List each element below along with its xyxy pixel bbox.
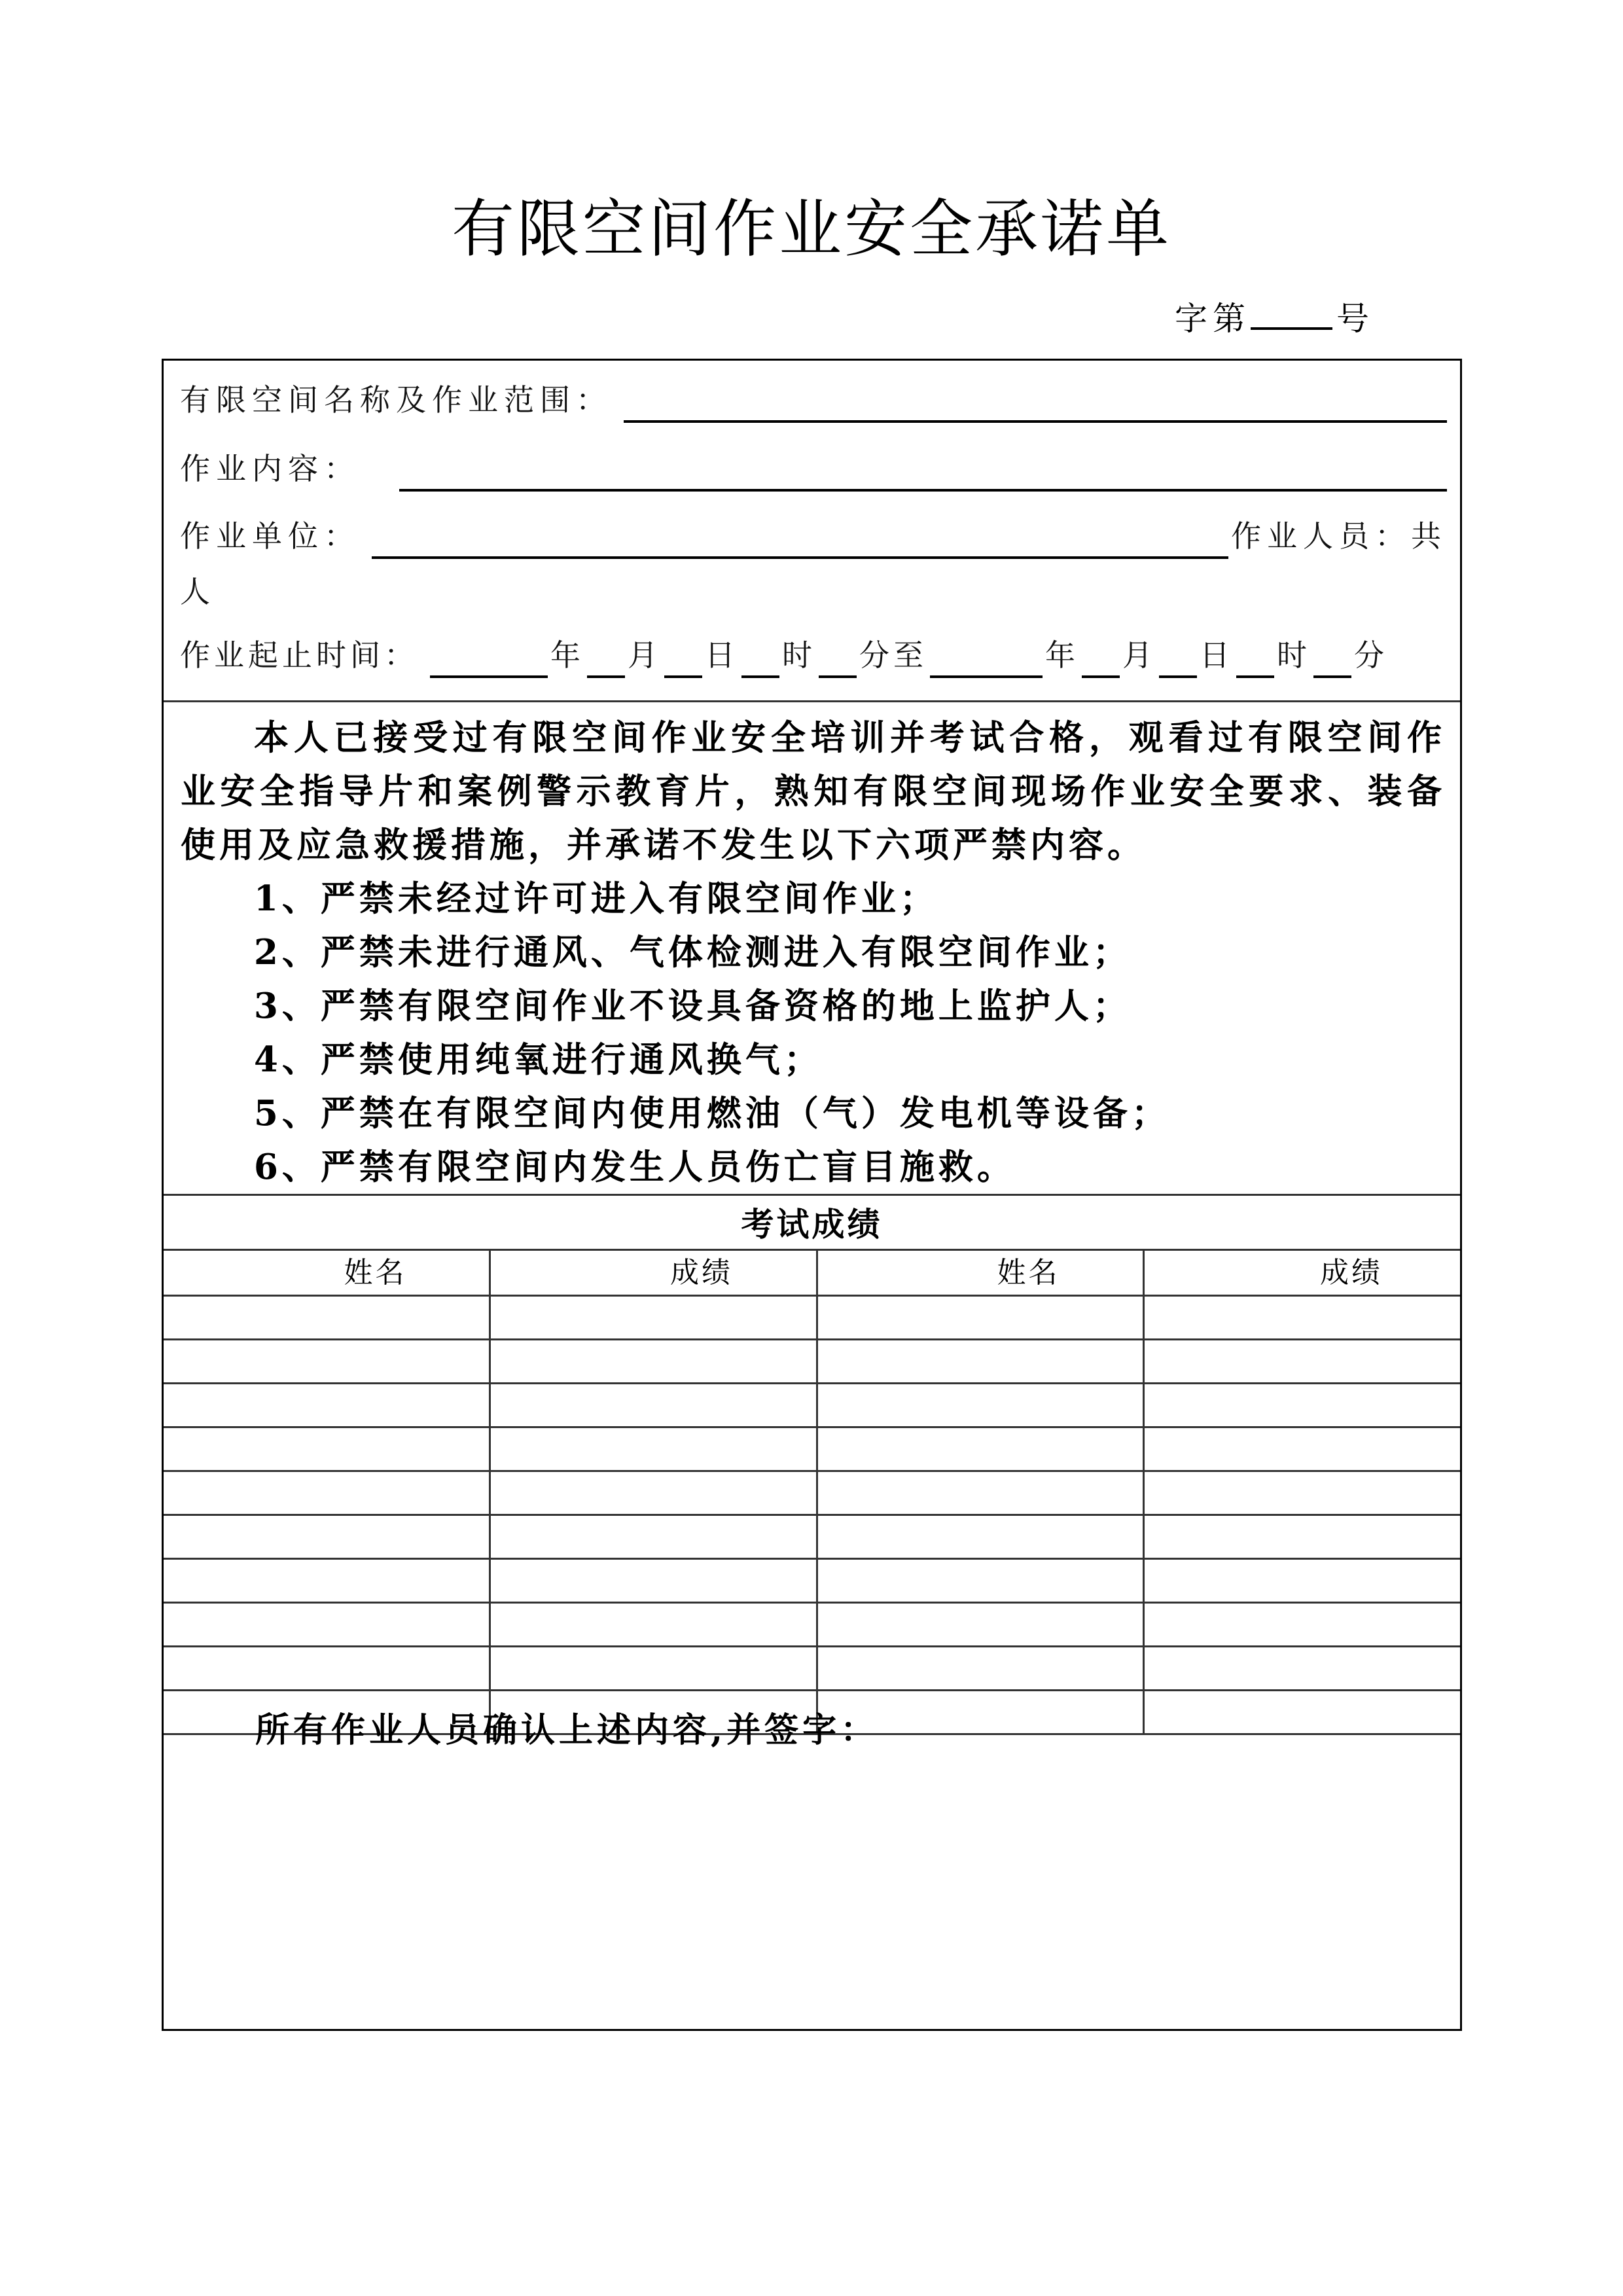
name-cell[interactable] [816, 1645, 1143, 1689]
name-cell[interactable] [816, 1602, 1143, 1645]
score-cell[interactable] [1143, 1558, 1462, 1602]
prohibition-item: 4、严禁使用纯氧进行通风换气； [254, 1039, 823, 1080]
name-cell[interactable] [164, 1338, 489, 1382]
unit-to: 至 [893, 637, 927, 673]
unit-day: 日 [705, 637, 739, 673]
unit-year: 年 [1045, 637, 1079, 673]
unit-month: 月 [628, 637, 662, 673]
header-score: 成绩 [1320, 1256, 1383, 1289]
work-unit-label: 作业单位： [180, 518, 360, 554]
commitment-form [162, 359, 1462, 2031]
score-cell[interactable] [489, 1558, 816, 1602]
name-cell[interactable] [816, 1514, 1143, 1558]
start-minute-field[interactable] [819, 639, 857, 678]
name-cell[interactable] [164, 1558, 489, 1602]
prohibition-item: 5、严禁在有限空间内使用燃油（气）发电机等设备； [254, 1093, 1170, 1134]
unit-year: 年 [550, 637, 584, 673]
name-cell[interactable] [164, 1470, 489, 1514]
signature-label: 所有作业人员确认上述内容,并签字： [255, 1710, 879, 1750]
score-cell[interactable] [489, 1470, 816, 1514]
score-cell[interactable] [489, 1382, 816, 1426]
end-year-field[interactable] [930, 639, 1043, 678]
start-hour-field[interactable] [741, 639, 779, 678]
workers-label: 作业人员：共 [1231, 518, 1447, 554]
unit-month: 月 [1122, 637, 1156, 673]
score-cell[interactable] [489, 1295, 816, 1338]
name-cell[interactable] [164, 1382, 489, 1426]
end-minute-field[interactable] [1313, 639, 1351, 678]
name-cell[interactable] [164, 1514, 489, 1558]
work-unit-row [180, 513, 1447, 559]
exam-results-title: 考试成绩 [741, 1205, 883, 1244]
space-name-label: 有限空间名称及作业范围： [180, 382, 612, 418]
space-name-field[interactable] [624, 384, 1447, 423]
section-divider [164, 700, 1460, 702]
work-time-row [180, 632, 1447, 678]
score-cell[interactable] [489, 1338, 816, 1382]
score-cell[interactable] [1143, 1295, 1462, 1338]
score-cell[interactable] [489, 1514, 816, 1558]
name-cell[interactable] [816, 1338, 1143, 1382]
score-cell[interactable] [1143, 1382, 1462, 1426]
unit-hour: 时 [1277, 637, 1311, 673]
score-cell[interactable] [489, 1426, 816, 1470]
prohibition-item: 3、严禁有限空间作业不设具备资格的地上监护人； [254, 986, 1132, 1026]
unit-minute: 分 [859, 637, 893, 673]
serial-suffix: 号 [1336, 300, 1374, 338]
commitment-paragraph: 本人已接受过有限空间作业安全培训并考试合格，观看过有限空间作业安全指导片和案例警示教育片，熟知有限空间现场作业安全要求、装备使用及应急救援措施，并承诺不发生以下六项严禁内容。 [181, 717, 1446, 865]
prohibition-item: 1、严禁未经过许可进入有限空间作业； [254, 878, 938, 919]
score-cell[interactable] [1143, 1426, 1462, 1470]
document-title: 有限空间作业安全承诺单 [452, 192, 1171, 266]
name-cell[interactable] [164, 1295, 489, 1338]
work-unit-field[interactable] [372, 520, 1228, 559]
workers-count-row [180, 569, 1447, 615]
work-content-label: 作业内容： [180, 451, 360, 486]
serial-prefix: 字第 [1175, 300, 1251, 338]
work-content-field[interactable] [399, 453, 1447, 492]
start-day-field[interactable] [664, 639, 702, 678]
space-name-row [180, 377, 1447, 423]
end-hour-field[interactable] [1236, 639, 1274, 678]
work-content-row [180, 446, 1447, 492]
end-month-field[interactable] [1082, 639, 1120, 678]
prohibition-item: 6、严禁有限空间内发生人员伤亡盲目施救。 [254, 1147, 1016, 1187]
serial-number-field[interactable] [1251, 293, 1332, 330]
name-cell[interactable] [816, 1426, 1143, 1470]
unit-hour: 时 [782, 637, 816, 673]
unit-day: 日 [1200, 637, 1234, 673]
unit-minute: 分 [1354, 637, 1388, 673]
workers-suffix: 人 [180, 574, 216, 609]
name-cell[interactable] [816, 1558, 1143, 1602]
start-year-field[interactable] [430, 639, 548, 678]
name-cell[interactable] [164, 1602, 489, 1645]
score-cell[interactable] [1143, 1602, 1462, 1645]
serial-number [1175, 293, 1374, 342]
signature-field[interactable] [177, 1761, 1447, 2016]
header-score: 成绩 [670, 1256, 733, 1289]
start-month-field[interactable] [587, 639, 625, 678]
score-cell[interactable] [1143, 1689, 1462, 1733]
name-cell[interactable] [816, 1295, 1143, 1338]
name-cell[interactable] [164, 1426, 489, 1470]
work-time-label: 作业起止时间： [180, 637, 418, 673]
name-cell[interactable] [816, 1382, 1143, 1426]
score-cell[interactable] [489, 1645, 816, 1689]
commitment-section [181, 711, 1446, 1194]
prohibition-item: 2、严禁未进行通风、气体检测进入有限空间作业； [254, 932, 1132, 973]
score-cell[interactable] [1143, 1470, 1462, 1514]
score-cell[interactable] [1143, 1514, 1462, 1558]
score-cell[interactable] [489, 1602, 816, 1645]
name-cell[interactable] [164, 1645, 489, 1689]
section-divider [164, 1194, 1460, 1196]
end-day-field[interactable] [1159, 639, 1197, 678]
score-cell[interactable] [1143, 1338, 1462, 1382]
score-cell[interactable] [1143, 1645, 1462, 1689]
header-name: 姓名 [344, 1256, 407, 1289]
header-name: 姓名 [997, 1256, 1060, 1289]
name-cell[interactable] [816, 1470, 1143, 1514]
